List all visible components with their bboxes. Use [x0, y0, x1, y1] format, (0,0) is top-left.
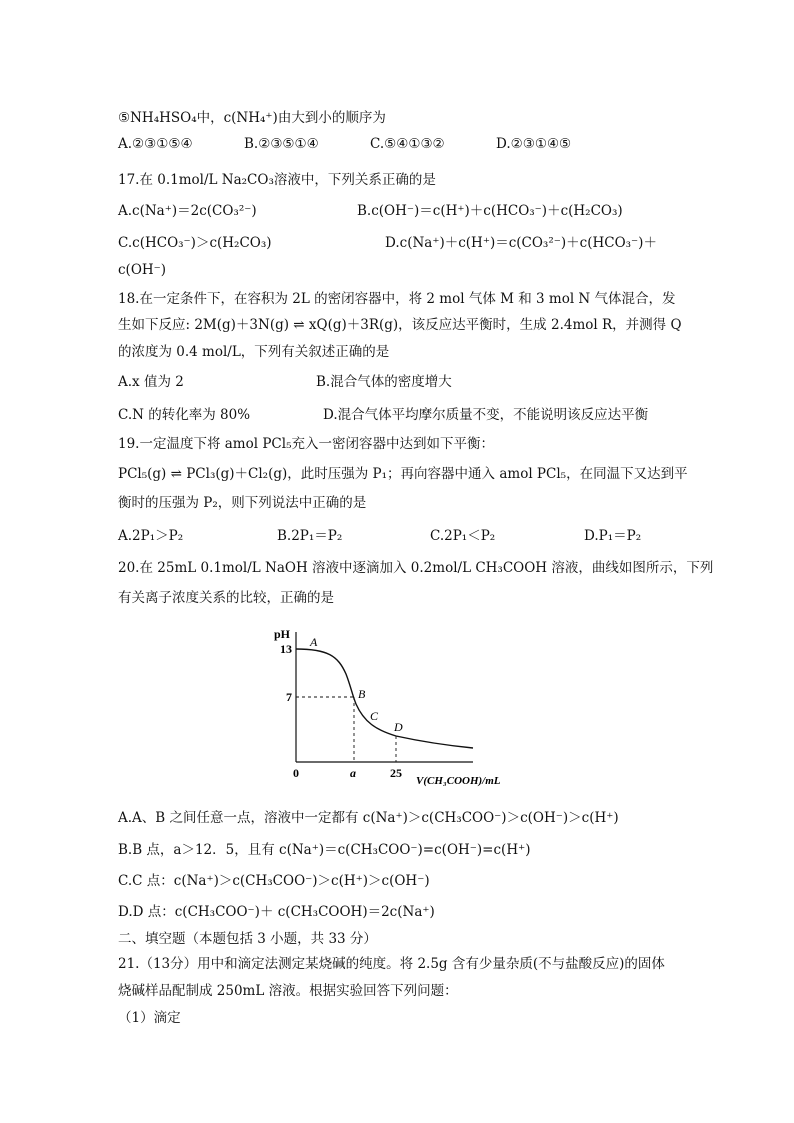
- q18-stem-3: 的浓度为 0.4 mol/L，下列有关叙述正确的是: [118, 344, 390, 360]
- x-tick-25: 25: [390, 766, 402, 780]
- y-tick-13: 13: [280, 642, 292, 656]
- point-label-c: C: [370, 709, 379, 723]
- q16-option-a: A.②③①⑤④: [118, 136, 193, 152]
- q17-option-d: D.c(Na⁺)＋c(H⁺)＝c(CO₃²⁻)＋c(HCO₃⁻)＋: [385, 235, 657, 251]
- point-label-d: D: [394, 720, 403, 734]
- q19-option-d: D.P₁＝P₂: [584, 528, 642, 544]
- q19-stem-3: 衡时的压强为 P₂，则下列说法中正确的是: [118, 495, 367, 511]
- q21-sub-1: （1）滴定: [118, 1010, 181, 1026]
- titration-chart: [268, 622, 508, 792]
- q18-option-a: A.x 值为 2: [118, 374, 184, 390]
- q21-line-2: 烧碱样品配制成 250mL 溶液。根据实验回答下列问题：: [118, 983, 458, 999]
- q20-option-a: A.A、B 之间任意一点，溶液中一定都有 c(Na⁺)＞c(CH₃COO⁻)＞c(OH⁻)＞c(H⁺): [118, 810, 619, 826]
- titration-curve: [296, 649, 473, 748]
- x-axis-label: V(CH₃COOH)/mL: [416, 775, 501, 787]
- q19-stem-2: PCl₅(g) ⇌ PCl₃(g)＋Cl₂(g)，此时压强为 P₁；再向容器中通入 amol PCl₅，在同温下又达到平: [118, 466, 688, 482]
- y-tick-7: 7: [286, 690, 292, 704]
- q19-option-a: A.2P₁＞P₂: [118, 528, 184, 544]
- q16-option-b: B.②③⑤①④: [244, 136, 319, 152]
- q16-option-d: D.②③①④⑤: [496, 136, 572, 152]
- x-tick-a: a: [350, 766, 356, 780]
- q18-option-d: D.混合气体平均摩尔质量不变，不能说明该反应达平衡: [323, 407, 649, 423]
- q18-option-c: C.N 的转化率为 80%: [118, 407, 251, 423]
- q20-stem-2: 有关离子浓度关系的比较，正确的是: [118, 590, 334, 606]
- q19-option-c: C.2P₁＜P₂: [430, 528, 496, 544]
- q19-stem-1: 19.一定温度下将 amol PCl₅充入一密闭容器中达到如下平衡：: [118, 436, 494, 452]
- q20-option-c: C.C 点：c(Na⁺)＞c(CH₃COO⁻)＞c(H⁺)＞c(OH⁻): [118, 873, 430, 889]
- point-label-a: A: [310, 635, 318, 649]
- q16-tail: ⑤NH₄HSO₄中，c(NH₄⁺)由大到小的顺序为: [118, 110, 386, 126]
- q20-option-d: D.D 点：c(CH₃COO⁻)＋ c(CH₃COOH)＝2c(Na⁺): [118, 904, 435, 920]
- q17-option-d-cont: c(OH⁻): [118, 262, 167, 278]
- q18-stem-2: 生如下反应: 2M(g)＋3N(g) ⇌ xQ(g)＋3R(g)，该反应达平衡时，生成 2.4mol R，并测得 Q: [118, 317, 682, 333]
- y-axis-label: pH: [274, 627, 291, 641]
- q21-line-1: 21.（13分）用中和滴定法测定某烧碱的纯度。将 2.5g 含有少量杂质(不与盐酸反应)的固体: [118, 956, 665, 972]
- q20-stem-1: 20.在 25mL 0.1mol/L NaOH 溶液中逐滴加入 0.2mol/L CH₃COOH 溶液，曲线如图所示，下列: [118, 560, 714, 576]
- q17-option-c: C.c(HCO₃⁻)＞c(H₂CO₃): [118, 235, 272, 251]
- q17-option-a: A.c(Na⁺)＝2c(CO₃²⁻): [118, 203, 257, 219]
- q17-stem: 17.在 0.1mol/L Na₂CO₃溶液中，下列关系正确的是: [118, 172, 436, 188]
- q16-option-c: C.⑤④①③②: [370, 136, 445, 152]
- q20-option-b: B.B 点，a＞12．5，且有 c(Na⁺)＝c(CH₃COO⁻)=c(OH⁻)=c(H⁺): [118, 842, 531, 858]
- x-tick-0: 0: [293, 766, 299, 780]
- point-label-b: B: [358, 687, 366, 701]
- q18-stem-1: 18.在一定条件下，在容积为 2L 的密闭容器中，将 2 mol 气体 M 和 3 mol N 气体混合，发: [118, 291, 676, 307]
- section-title: 二、填空题（本题包括 3 小题，共 33 分）: [118, 931, 377, 947]
- q19-option-b: B.2P₁＝P₂: [277, 528, 343, 544]
- q18-option-b: B.混合气体的密度增大: [316, 374, 452, 390]
- q17-option-b: B.c(OH⁻)＝c(H⁺)＋c(HCO₃⁻)＋c(H₂CO₃): [357, 203, 623, 219]
